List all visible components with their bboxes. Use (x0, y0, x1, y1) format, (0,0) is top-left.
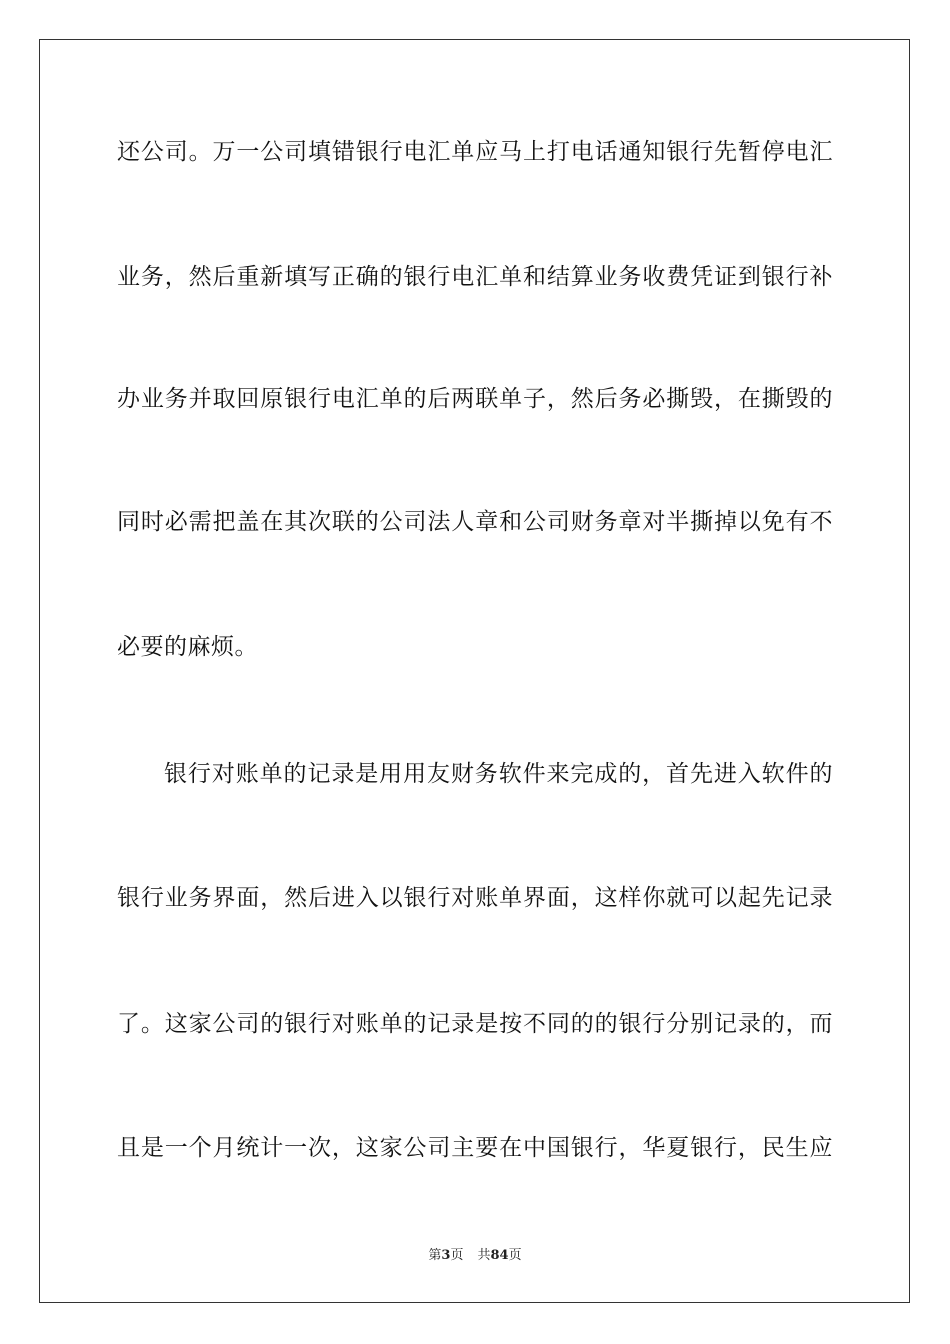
footer-total-number: 84 (490, 1248, 509, 1263)
body-text-line-2: 业务，然后重新填写正确的银行电汇单和结算业务收费凭证到银行补 (117, 264, 833, 290)
footer-page-suffix: 页 (450, 1248, 464, 1263)
body-text-line-1: 还公司。万一公司填错银行电汇单应马上打电话通知银行先暂停电汇 (117, 139, 833, 165)
body-text-line-4: 同时必需把盖在其次联的公司法人章和公司财务章对半撕掉以免有不 (117, 509, 833, 535)
page-border (39, 39, 910, 1303)
footer-total-prefix: 共 (477, 1248, 491, 1263)
paragraph-2-line-1: 银行对账单的记录是用用友财务软件来完成的，首先进入软件的 (164, 761, 833, 787)
paragraph-2-line-3: 了。这家公司的银行对账单的记录是按不同的的银行分别记录的，而 (117, 1011, 833, 1037)
body-text-line-5: 必要的麻烦。 (117, 634, 258, 660)
footer-total-suffix: 页 (508, 1248, 522, 1263)
paragraph-2-line-4: 且是一个月统计一次，这家公司主要在中国银行，华夏银行，民生应 (117, 1135, 833, 1161)
paragraph-2-line-2: 银行业务界面，然后进入以银行对账单界面，这样你就可以起先记录 (117, 885, 833, 911)
footer-page-prefix: 第 (428, 1248, 442, 1263)
body-text-line-3: 办业务并取回原银行电汇单的后两联单子，然后务必撕毁，在撕毁的 (117, 386, 833, 412)
page-footer (0, 1247, 950, 1265)
footer-page-number: 3 (441, 1248, 451, 1263)
